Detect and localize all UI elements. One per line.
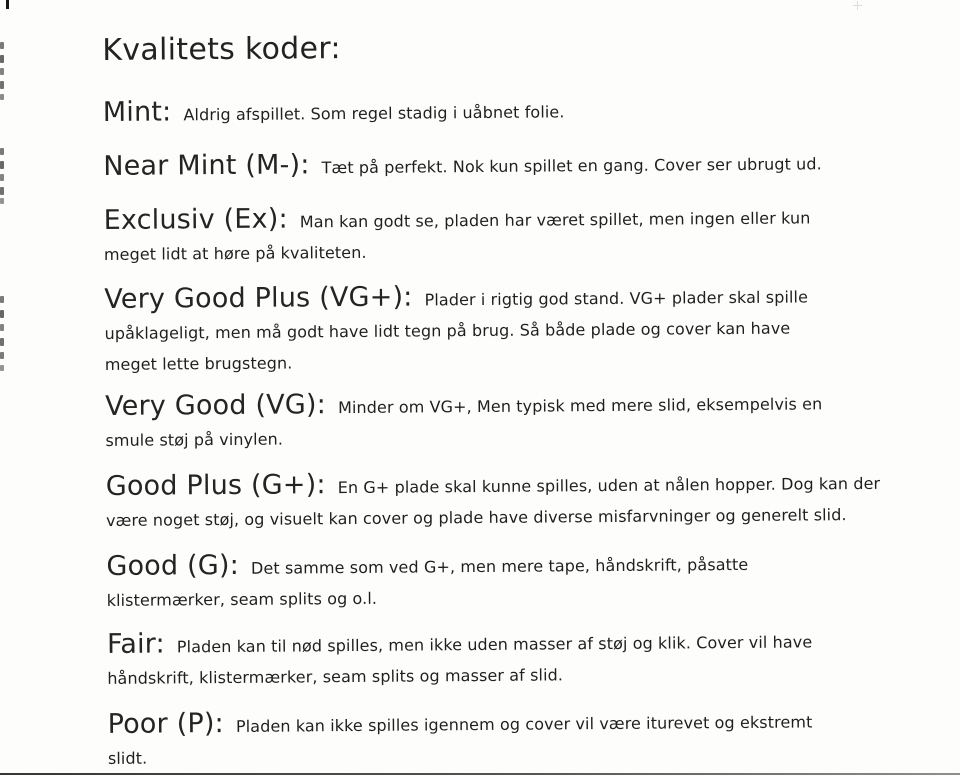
grade-definition-line: Pladen kan ikke spilles igennem og cover vil være iturevet og ekstremt xyxy=(235,712,813,736)
grade-definition-line: meget lette brugstegn. xyxy=(104,353,293,374)
section-good xyxy=(106,544,931,615)
grade-term-very-good: Very Good (VG): xyxy=(105,389,327,422)
grade-term-good: Good (G): xyxy=(106,549,240,582)
grade-term-mint: Mint: xyxy=(102,96,172,128)
grade-definition-line: Tæt på perfekt. Nok kun spillet en gang. Cover ser ubrugt ud. xyxy=(321,154,822,178)
grade-definition-line: Aldrig afspillet. Som regel stadig i uåbnet folie. xyxy=(183,102,565,125)
grade-term-good-plus: Good Plus (G+): xyxy=(105,469,326,502)
grade-definition-line: Man kan godt se, pladen har været spillet, men ingen eller kun xyxy=(299,208,811,232)
grade-term-near-mint: Near Mint (M-): xyxy=(103,149,310,182)
section-exclusiv xyxy=(104,198,929,269)
section-very-good xyxy=(105,384,930,455)
grade-definition-line: Pladen kan til nød spilles, men ikke uden masser af støj og klik. Cover vil have xyxy=(176,632,813,657)
section-very-good-plus xyxy=(104,277,930,379)
section-poor xyxy=(108,702,933,773)
grade-definition-line: upåklageligt, men må godt have lidt tegn på brug. Så både plade og cover kan have xyxy=(104,318,791,343)
scan-artifact-bottom-edge xyxy=(0,773,960,775)
grade-term-exclusiv: Exclusiv (Ex): xyxy=(103,203,288,236)
section-near-mint xyxy=(103,144,928,184)
grade-definition-line: klistermærker, seam splits og o.l. xyxy=(106,588,378,610)
grade-term-poor: Poor (P): xyxy=(107,708,225,740)
grade-definition-line: Det samme som ved G+, men mere tape, håndskrift, påsatte xyxy=(250,554,749,578)
grade-definition-line: Plader i rigtig god stand. VG+ plader skal spille xyxy=(424,287,809,310)
section-mint xyxy=(103,90,928,130)
grade-definition-line: håndskrift, klistermærker, seam splits og masser af slid. xyxy=(107,665,564,688)
grade-definition-line: slidt. xyxy=(107,748,148,768)
grade-definition-line: Minder om VG+, Men typisk med mere slid, eksempelvis en xyxy=(337,394,823,418)
grade-definition-line: smule støj på vinylen. xyxy=(105,429,284,450)
grade-term-fair: Fair: xyxy=(106,628,165,660)
page-title: Kvalitets koder: xyxy=(102,31,341,68)
grade-term-very-good-plus: Very Good Plus (VG+): xyxy=(104,281,413,315)
grade-definition-line: meget lidt at høre på kvaliteten. xyxy=(103,242,367,264)
section-good-plus xyxy=(106,464,931,535)
grade-definition-line: En G+ plade skal kunne spilles, uden at nålen hopper. Dog kan der xyxy=(337,473,881,498)
section-fair xyxy=(107,622,932,693)
grade-definition-line: være noget støj, og visuelt kan cover og plade have diverse misfarvninger og generelt slid. xyxy=(105,505,847,530)
